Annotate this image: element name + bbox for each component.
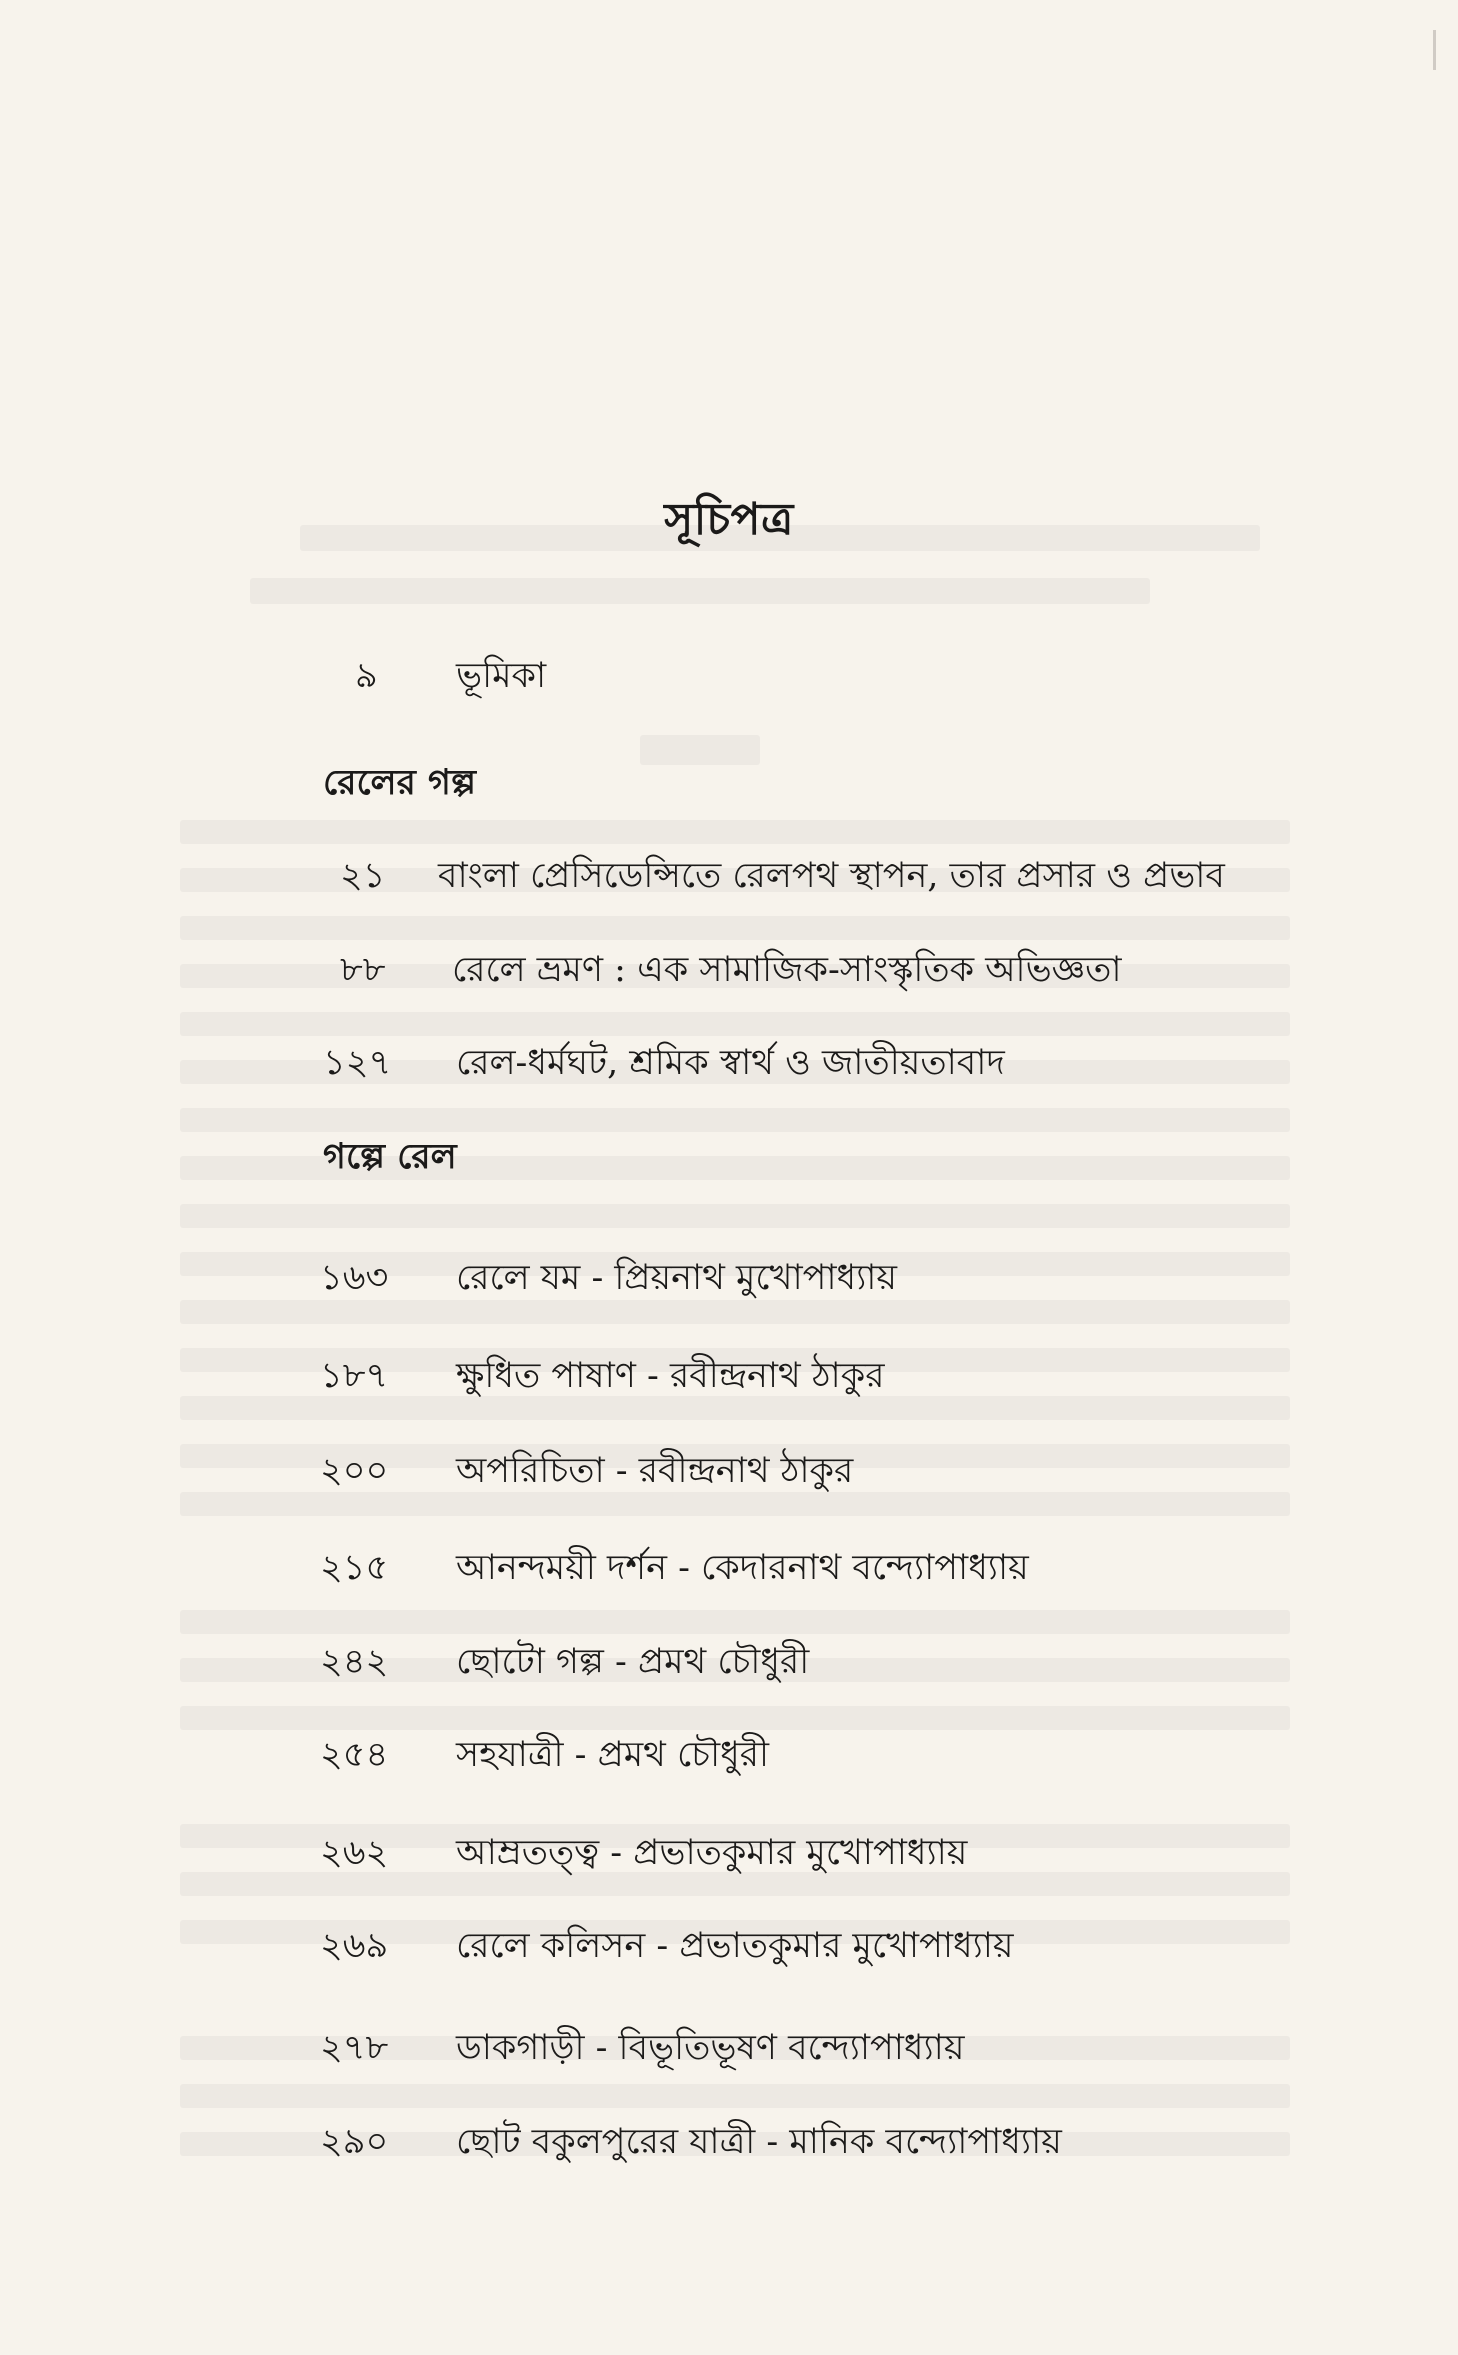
toc-entry[interactable] bbox=[0, 1634, 1458, 1690]
toc-page-number: ১২৭ bbox=[323, 1043, 392, 1083]
toc-page-number: ২১৫ bbox=[320, 1548, 389, 1588]
toc-page-number: ১৬৩ bbox=[320, 1258, 389, 1298]
toc-entry[interactable] bbox=[0, 1250, 1458, 1306]
toc-page-number: ৮৮ bbox=[340, 950, 386, 990]
toc-entry[interactable] bbox=[0, 1035, 1458, 1091]
toc-entry[interactable] bbox=[0, 1727, 1458, 1783]
toc-page-number: ২৬২ bbox=[320, 1833, 389, 1873]
toc-page-number: ২৬৯ bbox=[320, 1926, 389, 1966]
section-heading-rail-stories: রেলের গল্প bbox=[323, 762, 476, 803]
toc-entry-title: রেলে যম - প্রিয়নাথ মুখোপাধ্যায় bbox=[456, 1258, 898, 1298]
toc-page-number: ২০০ bbox=[320, 1451, 389, 1491]
toc-entry[interactable] bbox=[0, 1825, 1458, 1881]
toc-page-number: ৯ bbox=[355, 656, 378, 696]
toc-entry-title: ছোটো গল্প - প্রমথ চৌধুরী bbox=[456, 1642, 810, 1682]
toc-entry-title: রেলে ভ্রমণ : এক সামাজিক-সাংস্কৃতিক অভিজ্ঞতা bbox=[452, 950, 1122, 990]
toc-entry-title: সহযাত্রী - প্রমথ চৌধুরী bbox=[456, 1735, 769, 1775]
toc-entry[interactable] bbox=[0, 848, 1458, 904]
toc-entry-title: ক্ষুধিত পাষাণ - রবীন্দ্রনাথ ঠাকুর bbox=[456, 1356, 885, 1396]
toc-entry-title: বাংলা প্রেসিডেন্সিতে রেলপথ স্থাপন, তার প্রসার ও প্রভাব bbox=[438, 856, 1225, 896]
toc-entry-intro[interactable] bbox=[0, 648, 1458, 704]
toc-entry[interactable] bbox=[0, 1540, 1458, 1596]
section-heading-rail-in-stories: গল্পে রেল bbox=[323, 1136, 457, 1177]
toc-entry[interactable] bbox=[0, 1348, 1458, 1404]
toc-entry[interactable] bbox=[0, 2114, 1458, 2170]
toc-entry-title: রেলে কলিসন - প্রভাতকুমার মুখোপাধ্যায় bbox=[456, 1926, 1014, 1966]
toc-page-number: ২৭৮ bbox=[320, 2028, 389, 2068]
toc-page-number: ২১ bbox=[340, 856, 386, 896]
toc-entry[interactable] bbox=[0, 2020, 1458, 2076]
toc-entry-title: অপরিচিতা - রবীন্দ্রনাথ ঠাকুর bbox=[456, 1451, 854, 1491]
toc-entry-title: ছোট বকুলপুরের যাত্রী - মানিক বন্দ্যোপাধ্যায় bbox=[456, 2122, 1062, 2162]
toc-page-number: ২৫৪ bbox=[320, 1735, 389, 1775]
toc-entry[interactable] bbox=[0, 942, 1458, 998]
toc-entry[interactable] bbox=[0, 1443, 1458, 1499]
toc-entry-title: আম্রতত্ত্ব - প্রভাতকুমার মুখোপাধ্যায় bbox=[456, 1833, 968, 1873]
toc-entry-title: আনন্দময়ী দর্শন - কেদারনাথ বন্দ্যোপাধ্যায় bbox=[456, 1548, 1029, 1588]
toc-entry-title: রেল-ধর্মঘট, শ্রমিক স্বার্থ ও জাতীয়তাবাদ bbox=[456, 1043, 1005, 1083]
toc-entry-title: ডাকগাড়ী - বিভূতিভূষণ বন্দ্যোপাধ্যায় bbox=[456, 2028, 965, 2068]
toc-page-number: ২৯০ bbox=[320, 2122, 389, 2162]
page-title: সূচিপত্র bbox=[664, 494, 794, 545]
toc-entry[interactable] bbox=[0, 1918, 1458, 1974]
toc-page-number: ২৪২ bbox=[320, 1642, 389, 1682]
toc-page-number: ১৮৭ bbox=[320, 1356, 389, 1396]
toc-entry-title: ভূমিকা bbox=[456, 656, 547, 696]
page-edge-mark bbox=[1433, 30, 1436, 70]
